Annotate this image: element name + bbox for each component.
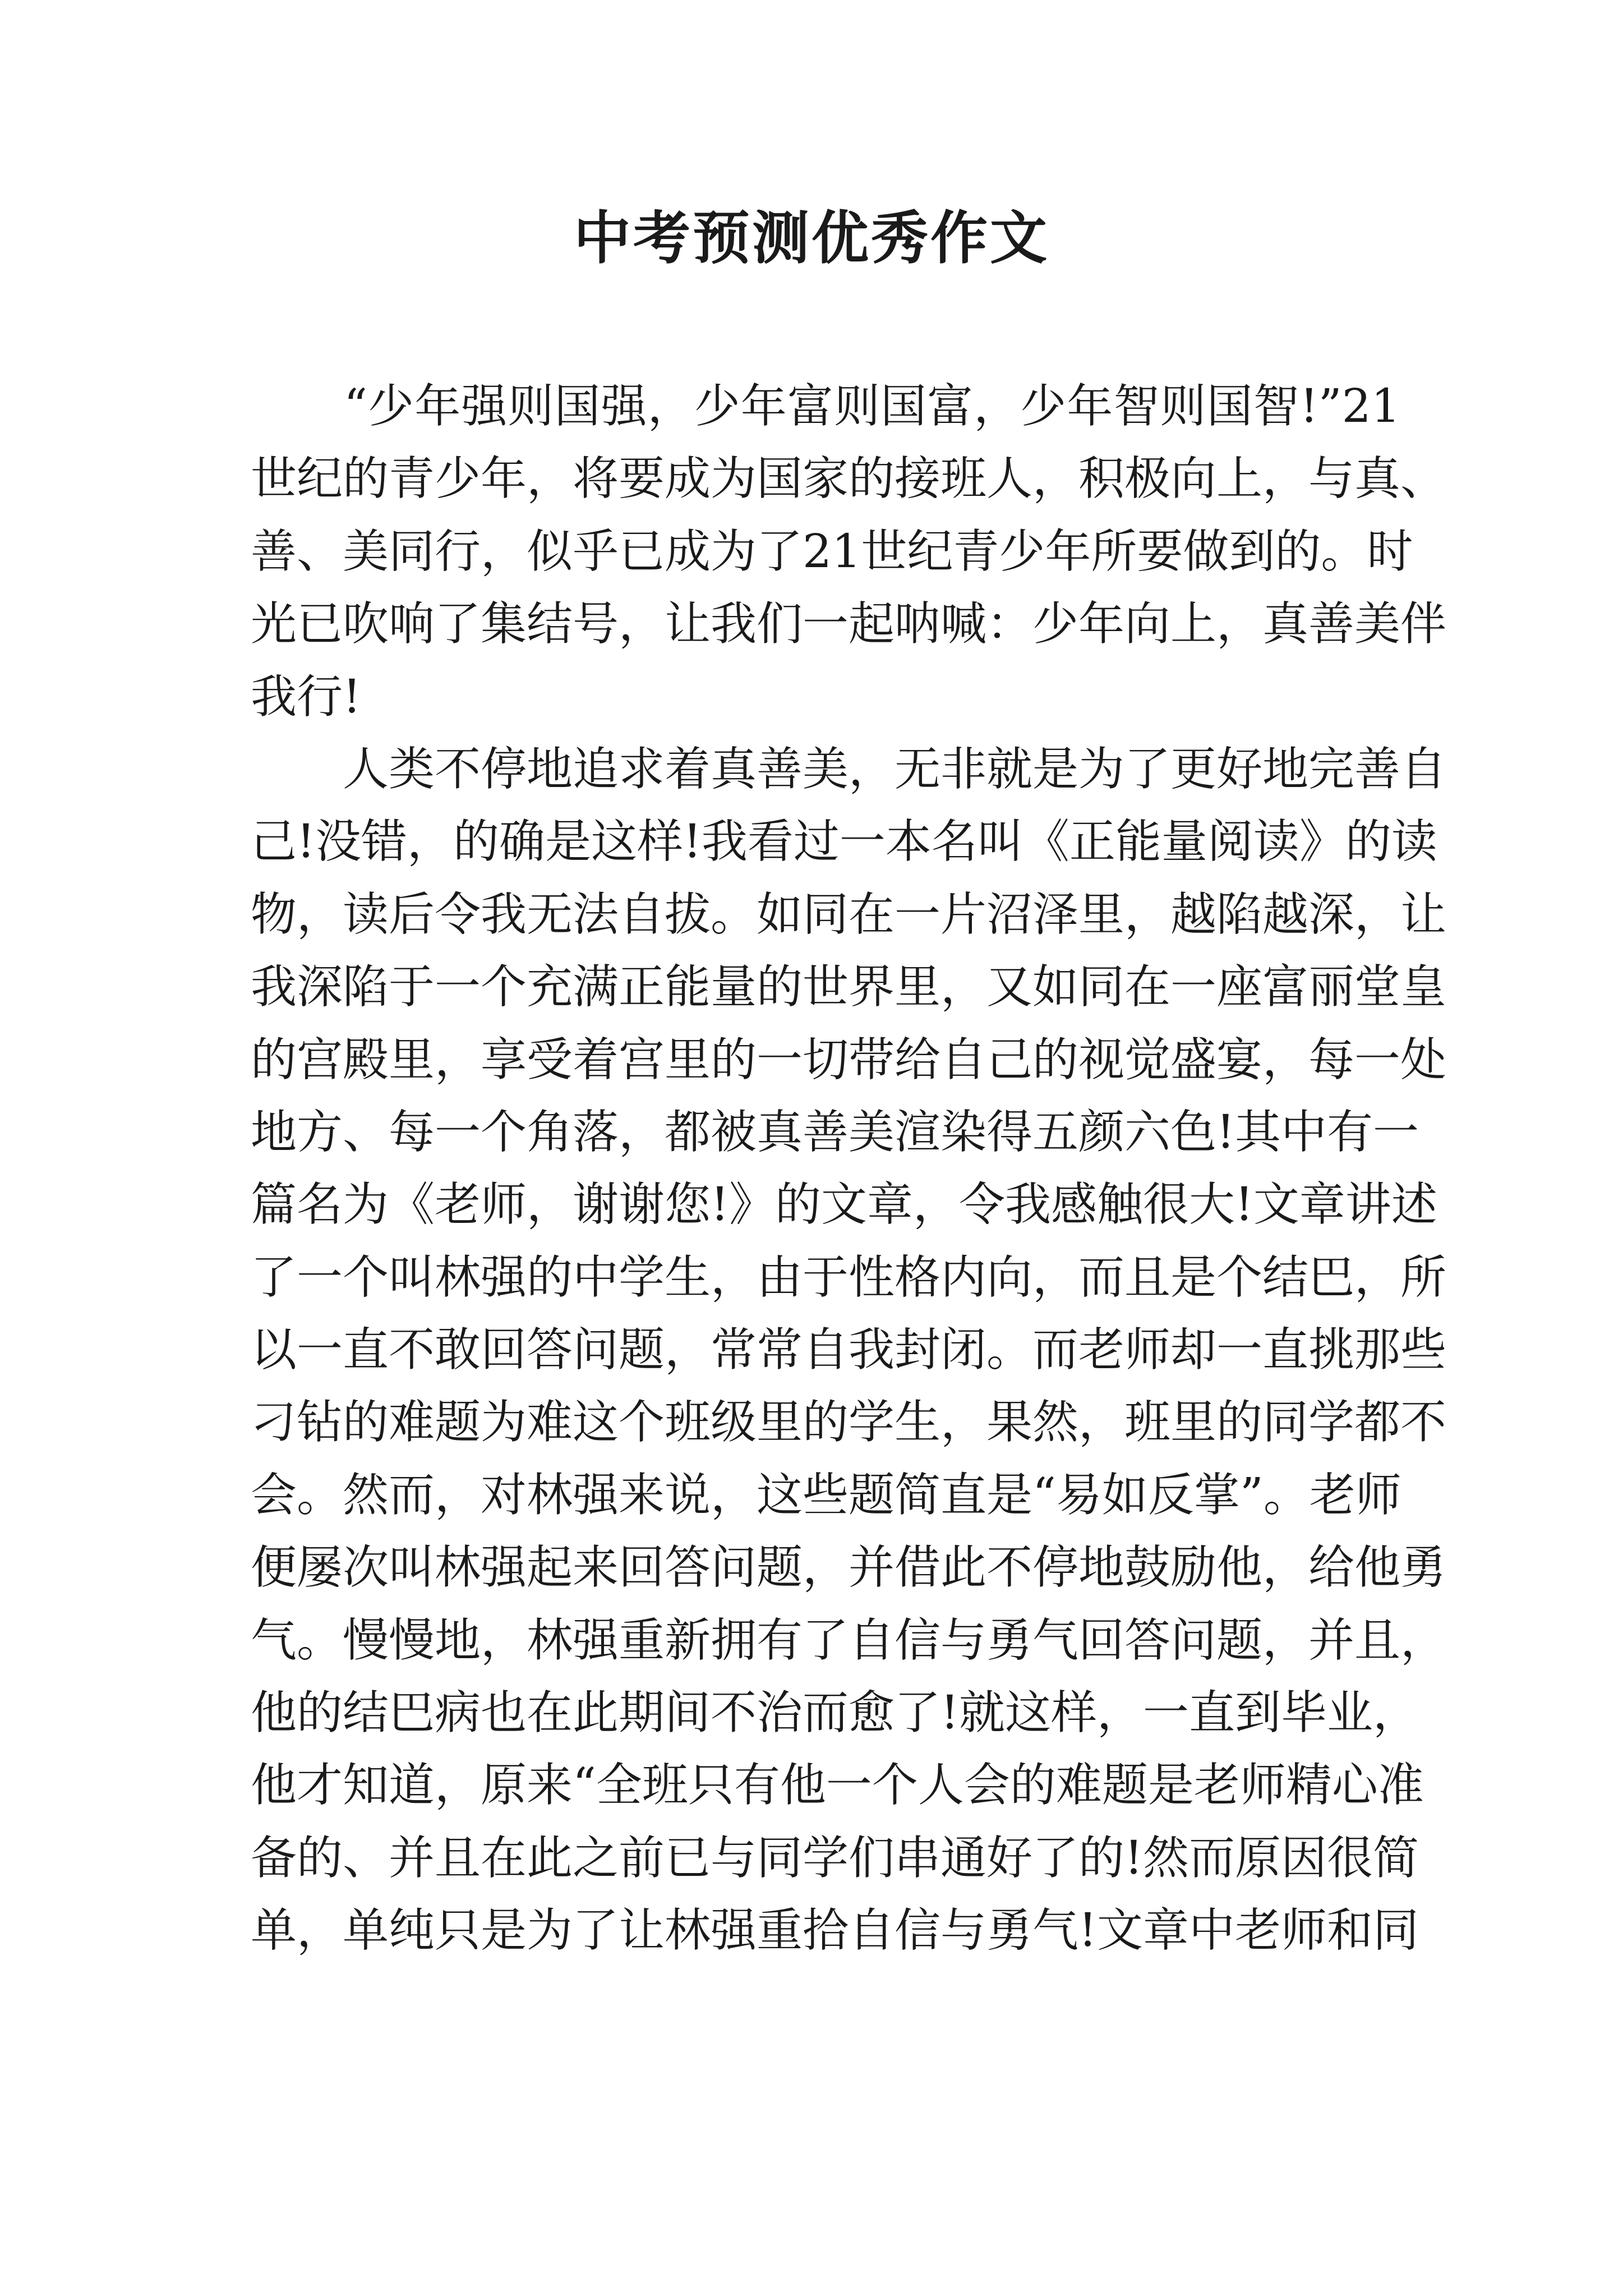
text-line: 会。然而，对林强来说，这些题简直是“易如反掌”。老师 (251, 1468, 1401, 1522)
text-line: 我深陷于一个充满正能量的世界里，又如同在一座富丽堂皇 (251, 960, 1447, 1014)
document-body (251, 370, 1447, 1967)
text-line: 的宫殿里，享受着宫里的一切带给自己的视觉盛宴，每一处 (251, 1033, 1447, 1087)
text-line: 光已吹响了集结号，让我们一起呐喊：少年向上，真善美伴 (251, 597, 1447, 651)
paragraph-2 (251, 733, 1447, 1967)
text-line: 世纪的青少年，将要成为国家的接班人，积极向上，与真、 (251, 452, 1447, 506)
text-line: 刁钻的难题为难这个班级里的学生，果然，班里的同学都不 (251, 1396, 1447, 1450)
text-line: 便屡次叫林强起来回答问题，并借此不停地鼓励他，给他勇 (251, 1541, 1447, 1595)
text-line: 人类不停地追求着真善美，无非就是为了更好地完善自 (251, 742, 1447, 796)
text-line: 气。慢慢地，林强重新拥有了自信与勇气回答问题，并且， (251, 1613, 1447, 1667)
text-line: “少年强则国强，少年富则国富，少年智则国智!”21 (251, 380, 1400, 433)
paragraph-1 (251, 370, 1447, 733)
text-line: 以一直不敢回答问题，常常自我封闭。而老师却一直挑那些 (251, 1323, 1447, 1377)
text-line: 单，单纯只是为了让林强重拾自信与勇气!文章中老师和同 (251, 1904, 1419, 1958)
document-title: 中考预测优秀作文 (574, 205, 1049, 272)
text-line: 备的、并且在此之前已与同学们串通好了的!然而原因很简 (251, 1831, 1419, 1885)
text-line: 篇名为《老师，谢谢您!》的文章，令我感触很大!文章讲述 (251, 1178, 1437, 1232)
text-line: 地方、每一个角落，都被真善美渲染得五颜六色!其中有一 (251, 1105, 1419, 1159)
text-line: 己!没错，的确是这样!我看过一本名叫《正能量阅读》的读 (251, 815, 1437, 869)
text-line: 他才知道，原来“全班只有他一个人会的难题是老师精心准 (251, 1759, 1424, 1812)
text-line: 他的结巴病也在此期间不治而愈了!就这样，一直到毕业， (251, 1686, 1419, 1740)
text-line: 善、美同行，似乎已成为了21世纪青少年所要做到的。时 (251, 524, 1413, 578)
text-line: 了一个叫林强的中学生，由于性格内向，而且是个结巴，所 (251, 1250, 1447, 1304)
text-line: 我行! (251, 670, 361, 724)
text-line: 物，读后令我无法自拔。如同在一片沼泽里，越陷越深，让 (251, 887, 1447, 941)
